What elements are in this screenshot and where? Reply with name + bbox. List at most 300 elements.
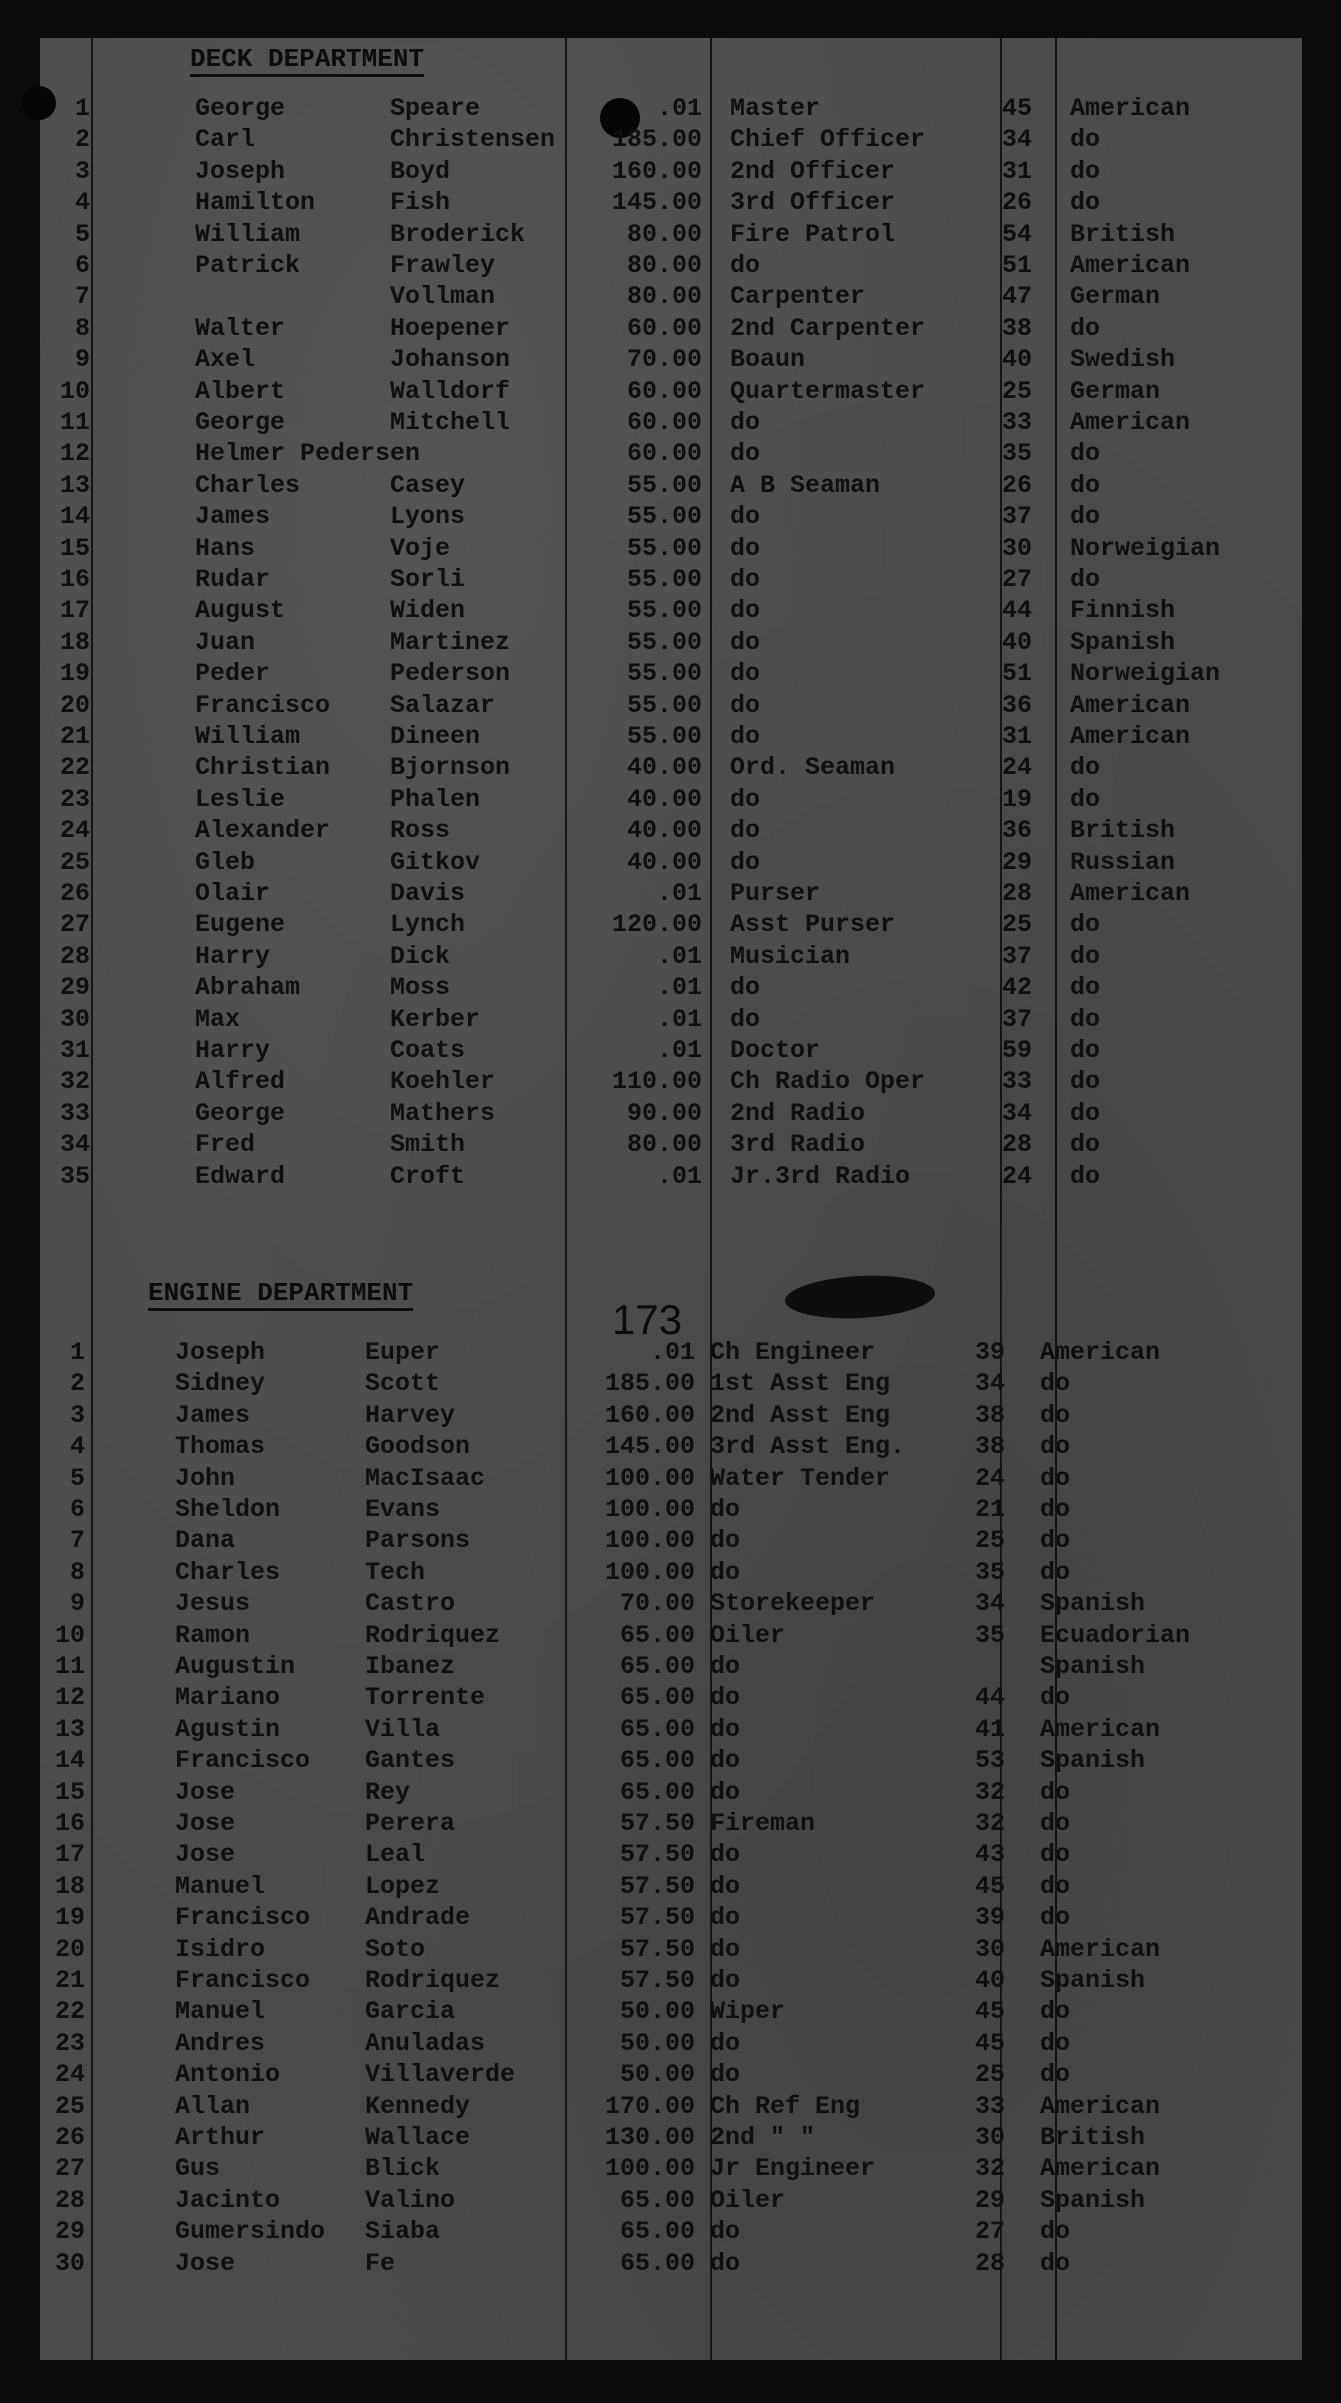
crew-last-name: Ibanez (365, 1652, 456, 1681)
crew-number: 9 (74, 345, 90, 375)
crew-nationality: Spanish (1070, 627, 1176, 657)
crew-wage: 65.00 (619, 1746, 695, 1776)
crew-wage: 60.00 (626, 439, 702, 469)
crew-nationality: Ecuadorian (1040, 1620, 1191, 1650)
crew-nationality: do (1040, 1495, 1071, 1524)
crew-number: 14 (59, 502, 90, 532)
crew-first-name: Isidro (175, 1934, 266, 1964)
crew-age: 37 (1002, 1004, 1033, 1034)
crew-nationality: British (1070, 816, 1176, 846)
crew-age: 42 (1002, 973, 1033, 1003)
crew-wage: 65.00 (619, 1620, 695, 1650)
crew-nationality: do (1070, 470, 1101, 500)
crew-wage: .01 (656, 941, 702, 971)
crew-last-name: Kerber (390, 1004, 481, 1034)
crew-number: 22 (59, 753, 90, 783)
crew-position: do (710, 2028, 741, 2058)
crew-first-name: Joseph (195, 156, 286, 186)
crew-last-name: Rodriquez (365, 1966, 501, 1995)
crew-nationality: Swedish (1070, 345, 1176, 375)
crew-position: do (730, 690, 761, 720)
crew-first-name: Christian (195, 753, 331, 783)
crew-wage: .01 (656, 879, 702, 908)
crew-position: do (730, 502, 761, 532)
crew-age: 19 (1002, 784, 1033, 814)
crew-number: 3 (74, 156, 90, 186)
crew-wage: 57.50 (619, 1840, 695, 1870)
crew-position: Ch Radio Oper (730, 1067, 926, 1097)
crew-age: 39 (975, 1903, 1006, 1933)
crew-row (40, 471, 1302, 501)
crew-first-name: Sidney (175, 1369, 266, 1399)
crew-nationality: Spanish (1040, 1652, 1146, 1681)
crew-row (40, 2060, 1302, 2090)
crew-nationality: do (1070, 941, 1101, 971)
crew-last-name: Pederson (390, 659, 511, 689)
crew-nationality: do (1040, 2248, 1071, 2278)
crew-nationality: do (1070, 1098, 1101, 1128)
crew-first-name: Augustin (175, 1652, 296, 1681)
crew-number: 5 (74, 219, 90, 249)
crew-position: Master (730, 94, 821, 123)
crew-age: 44 (1002, 596, 1033, 626)
crew-nationality: Norweigian (1070, 659, 1221, 689)
crew-age: 34 (975, 1369, 1006, 1399)
crew-age: 30 (1002, 533, 1033, 563)
crew-row (40, 1840, 1302, 1870)
crew-age: 29 (1002, 847, 1033, 877)
crew-wage: 57.50 (619, 1809, 695, 1838)
crew-last-name: Widen (390, 596, 466, 626)
crew-number: 9 (69, 1589, 85, 1619)
crew-number: 33 (59, 1098, 90, 1128)
crew-last-name: Walldorf (390, 376, 511, 406)
crew-first-name: Jose (175, 2248, 236, 2278)
crew-first-name: Hans (195, 533, 256, 563)
crew-position: Carpenter (730, 282, 866, 312)
crew-nationality: American (1070, 722, 1191, 751)
crew-row (40, 2154, 1302, 2184)
crew-first-name: Helmer Pedersen (195, 439, 421, 469)
crew-nationality: do (1070, 1036, 1101, 1065)
crew-number: 14 (54, 1746, 85, 1776)
crew-wage: 65.00 (619, 2248, 695, 2278)
crew-number: 34 (59, 1130, 90, 1160)
crew-position: Musician (730, 941, 851, 971)
crew-number: 28 (59, 941, 90, 971)
crew-last-name: Fe (365, 2248, 396, 2278)
crew-first-name: George (195, 94, 286, 123)
crew-age: 45 (975, 1997, 1006, 2027)
crew-age: 35 (975, 1557, 1006, 1587)
crew-first-name: Gleb (195, 847, 256, 877)
crew-nationality: Spanish (1040, 1589, 1146, 1619)
crew-row (40, 439, 1302, 469)
crew-position: do (730, 596, 761, 626)
crew-first-name: Alexander (195, 816, 331, 846)
crew-number: 6 (74, 251, 90, 280)
crew-first-name: Gus (175, 2154, 221, 2184)
crew-number: 6 (69, 1495, 85, 1524)
crew-wage: .01 (656, 1004, 702, 1034)
crew-number: 2 (74, 125, 90, 155)
crew-number: 16 (54, 1809, 85, 1838)
crew-age: 53 (975, 1746, 1006, 1776)
crew-last-name: Fish (390, 188, 451, 218)
crew-position: do (710, 2248, 741, 2278)
crew-number: 26 (59, 879, 90, 908)
crew-number: 23 (59, 784, 90, 814)
crew-wage: 100.00 (604, 1526, 695, 1556)
crew-age: 28 (975, 2248, 1006, 2278)
crew-position: do (730, 973, 761, 1003)
crew-last-name: Soto (365, 1934, 426, 1964)
crew-first-name: Juan (195, 627, 256, 657)
crew-row (40, 879, 1302, 909)
crew-first-name: Francisco (195, 690, 331, 720)
crew-last-name: Sorli (390, 565, 466, 594)
crew-number: 12 (54, 1683, 85, 1713)
crew-row (40, 1526, 1302, 1556)
crew-age: 47 (1002, 282, 1033, 312)
crew-first-name: Manuel (175, 1871, 266, 1901)
crew-wage: 65.00 (619, 1683, 695, 1713)
crew-row (40, 910, 1302, 940)
crew-position: do (730, 408, 761, 437)
crew-wage: 65.00 (619, 1777, 695, 1807)
crew-nationality: American (1070, 879, 1191, 908)
crew-age: 24 (1002, 753, 1033, 783)
crew-row (40, 1715, 1302, 1745)
crew-nationality: American (1040, 1338, 1161, 1367)
crew-nationality: do (1070, 753, 1101, 783)
crew-row (40, 188, 1302, 218)
crew-last-name: Euper (365, 1338, 441, 1367)
crew-first-name: Leslie (195, 784, 286, 814)
crew-nationality: American (1040, 2154, 1161, 2184)
crew-position: 3rd Radio (730, 1130, 866, 1160)
crew-last-name: Croft (390, 1161, 466, 1191)
crew-nationality: do (1040, 1777, 1071, 1807)
crew-wage: 55.00 (626, 470, 702, 500)
crew-first-name: Hamilton (195, 188, 316, 218)
crew-row (40, 1005, 1302, 1035)
crew-position: do (730, 1004, 761, 1034)
crew-first-name: Mariano (175, 1683, 281, 1713)
crew-age: 25 (1002, 376, 1033, 406)
ink-blot (784, 1272, 936, 1322)
crew-age: 34 (975, 1589, 1006, 1619)
crew-nationality: American (1070, 251, 1191, 280)
crew-row (40, 1338, 1302, 1368)
crew-nationality: Spanish (1040, 2185, 1146, 2215)
crew-first-name: William (195, 722, 301, 751)
crew-first-name: George (195, 1098, 286, 1128)
crew-nationality: Norweigian (1070, 533, 1221, 563)
crew-row (40, 1621, 1302, 1651)
crew-wage: 57.50 (619, 1934, 695, 1964)
crew-position: Quartermaster (730, 376, 926, 406)
crew-wage: 185.00 (611, 125, 702, 155)
crew-row (40, 2092, 1302, 2122)
crew-nationality: do (1040, 1432, 1071, 1462)
crew-number: 21 (54, 1966, 85, 1995)
crew-first-name: Patrick (195, 251, 301, 280)
crew-nationality: do (1070, 565, 1101, 594)
crew-number: 27 (59, 910, 90, 940)
crew-number: 29 (59, 973, 90, 1003)
crew-position: Wiper (710, 1997, 786, 2027)
crew-age: 38 (975, 1432, 1006, 1462)
crew-row (40, 220, 1302, 250)
crew-number: 10 (54, 1620, 85, 1650)
crew-age: 29 (975, 2185, 1006, 2215)
crew-position: do (730, 847, 761, 877)
engine-department-header: ENGINE DEPARTMENT (148, 1278, 413, 1311)
crew-last-name: Moss (390, 973, 451, 1003)
crew-nationality: American (1070, 690, 1191, 720)
crew-nationality: do (1040, 1871, 1071, 1901)
crew-row (40, 314, 1302, 344)
crew-position: Chief Officer (730, 125, 926, 155)
crew-position: Jr Engineer (710, 2154, 876, 2184)
crew-row (40, 377, 1302, 407)
crew-position: do (730, 816, 761, 846)
crew-first-name: Jose (175, 1809, 236, 1838)
crew-nationality: American (1070, 94, 1191, 123)
crew-age: 33 (1002, 1067, 1033, 1097)
crew-first-name: Eugene (195, 910, 286, 940)
crew-last-name: Siaba (365, 2217, 441, 2247)
crew-wage: 145.00 (604, 1432, 695, 1462)
crew-last-name: Villa (365, 1714, 441, 1744)
crew-last-name: Christensen (390, 125, 556, 155)
crew-age: 32 (975, 2154, 1006, 2184)
crew-position: do (710, 1840, 741, 1870)
crew-nationality: American (1040, 1934, 1161, 1964)
crew-first-name: Fred (195, 1130, 256, 1160)
crew-wage: 100.00 (604, 1495, 695, 1524)
crew-row (40, 251, 1302, 281)
crew-row (40, 345, 1302, 375)
manifest-sheet (40, 38, 1302, 2360)
crew-last-name: Goodson (365, 1432, 471, 1462)
crew-nationality: do (1040, 2217, 1071, 2247)
crew-last-name: Valino (365, 2185, 456, 2215)
crew-wage: 40.00 (626, 816, 702, 846)
crew-nationality: do (1040, 1997, 1071, 2027)
crew-row (40, 596, 1302, 626)
crew-last-name: Dineen (390, 722, 481, 751)
crew-wage: 60.00 (626, 376, 702, 406)
crew-age: 45 (975, 2028, 1006, 2058)
crew-first-name: Ramon (175, 1620, 251, 1650)
crew-first-name: Francisco (175, 1903, 311, 1933)
crew-last-name: Villaverde (365, 2060, 516, 2090)
crew-age: 51 (1002, 251, 1033, 280)
crew-nationality: do (1070, 156, 1101, 186)
crew-nationality: do (1070, 1004, 1101, 1034)
crew-first-name: Jacinto (175, 2185, 281, 2215)
crew-wage: 40.00 (626, 784, 702, 814)
crew-position: do (710, 1746, 741, 1776)
crew-first-name: Agustin (175, 1714, 281, 1744)
crew-wage: 50.00 (619, 1997, 695, 2027)
crew-age: 36 (1002, 816, 1033, 846)
crew-row (40, 1432, 1302, 1462)
crew-wage: 80.00 (626, 1130, 702, 1160)
crew-number: 8 (69, 1557, 85, 1587)
crew-first-name: Dana (175, 1526, 236, 1556)
crew-age: 36 (1002, 690, 1033, 720)
crew-wage: 55.00 (626, 627, 702, 657)
crew-number: 1 (69, 1338, 85, 1367)
crew-nationality: Spanish (1040, 1746, 1146, 1776)
crew-last-name: Vollman (390, 282, 496, 312)
crew-position: Oiler (710, 2185, 786, 2215)
crew-number: 8 (74, 313, 90, 343)
crew-number: 27 (54, 2154, 85, 2184)
crew-last-name: Bjornson (390, 753, 511, 783)
crew-position: do (710, 1526, 741, 1556)
crew-last-name: Evans (365, 1495, 441, 1524)
crew-wage: .01 (656, 1036, 702, 1065)
crew-number: 25 (59, 847, 90, 877)
crew-number: 30 (54, 2248, 85, 2278)
crew-age: 40 (1002, 345, 1033, 375)
crew-row (40, 1369, 1302, 1399)
crew-row (40, 1589, 1302, 1619)
crew-wage: 80.00 (626, 219, 702, 249)
crew-position: do (730, 784, 761, 814)
crew-nationality: do (1040, 1463, 1071, 1493)
crew-row (40, 1036, 1302, 1066)
crew-nationality: American (1070, 408, 1191, 437)
crew-first-name: John (175, 1463, 236, 1493)
crew-nationality: Russian (1070, 847, 1176, 877)
crew-first-name: Edward (195, 1161, 286, 1191)
crew-row (40, 1464, 1302, 1494)
crew-number: 26 (54, 2123, 85, 2152)
crew-number: 17 (59, 596, 90, 626)
crew-wage: 100.00 (604, 1557, 695, 1587)
crew-number: 16 (59, 565, 90, 594)
crew-wage: 55.00 (626, 659, 702, 689)
crew-nationality: do (1040, 2060, 1071, 2090)
crew-row (40, 1099, 1302, 1129)
page-number: 173 (612, 1296, 683, 1343)
crew-age: 43 (975, 1840, 1006, 1870)
crew-last-name: Garcia (365, 1997, 456, 2027)
crew-first-name: Rudar (195, 565, 271, 594)
crew-last-name: Gantes (365, 1746, 456, 1776)
crew-age: 33 (1002, 408, 1033, 437)
crew-age: 24 (975, 1463, 1006, 1493)
crew-last-name: Phalen (390, 784, 481, 814)
crew-number: 25 (54, 2091, 85, 2121)
crew-wage: 70.00 (626, 345, 702, 375)
crew-age: 27 (1002, 565, 1033, 594)
crew-wage: 57.50 (619, 1966, 695, 1995)
crew-nationality: German (1070, 282, 1161, 312)
crew-first-name: Harry (195, 1036, 271, 1065)
crew-last-name: Castro (365, 1589, 456, 1619)
crew-position: Fire Patrol (730, 219, 896, 249)
crew-age: 32 (975, 1809, 1006, 1838)
crew-position: Ch Engineer (710, 1338, 876, 1367)
crew-last-name: Speare (390, 94, 481, 123)
crew-position: Ch Ref Eng (710, 2091, 861, 2121)
crew-last-name: Johanson (390, 345, 511, 375)
crew-last-name: MacIsaac (365, 1463, 486, 1493)
crew-last-name: Rey (365, 1777, 411, 1807)
crew-number: 7 (74, 282, 90, 312)
crew-number: 2 (69, 1369, 85, 1399)
crew-nationality: do (1070, 973, 1101, 1003)
crew-nationality: American (1040, 1714, 1161, 1744)
crew-position: Oiler (710, 1620, 786, 1650)
crew-wage: 55.00 (626, 502, 702, 532)
crew-wage: 170.00 (604, 2091, 695, 2121)
crew-wage: 65.00 (619, 2185, 695, 2215)
crew-position: do (730, 565, 761, 594)
crew-first-name: Alfred (195, 1067, 286, 1097)
crew-row (40, 125, 1302, 155)
crew-nationality: do (1040, 1683, 1071, 1713)
crew-first-name: William (195, 219, 301, 249)
crew-position: do (710, 1966, 741, 1995)
crew-last-name: Coats (390, 1036, 466, 1065)
crew-wage: 80.00 (626, 251, 702, 280)
crew-age: 40 (975, 1966, 1006, 1995)
crew-row (40, 2029, 1302, 2059)
crew-wage: 55.00 (626, 596, 702, 626)
crew-number: 35 (59, 1161, 90, 1191)
crew-row (40, 1778, 1302, 1808)
crew-number: 30 (59, 1004, 90, 1034)
crew-position: do (710, 1683, 741, 1713)
crew-first-name: Jose (175, 1840, 236, 1870)
crew-row (40, 848, 1302, 878)
crew-row (40, 94, 1302, 124)
crew-wage: 100.00 (604, 1463, 695, 1493)
crew-number: 11 (59, 408, 90, 437)
crew-position: 1st Asst Eng (710, 1369, 891, 1399)
crew-row (40, 565, 1302, 595)
crew-wage: 55.00 (626, 690, 702, 720)
crew-first-name: Gumersindo (175, 2217, 326, 2247)
crew-number: 29 (54, 2217, 85, 2247)
crew-wage: .01 (649, 1338, 695, 1367)
crew-position: do (730, 627, 761, 657)
crew-first-name: Manuel (175, 1997, 266, 2027)
crew-last-name: Frawley (390, 251, 496, 280)
crew-wage: 185.00 (604, 1369, 695, 1399)
crew-number: 13 (54, 1714, 85, 1744)
crew-first-name: Charles (175, 1557, 281, 1587)
crew-row (40, 942, 1302, 972)
crew-first-name: Andres (175, 2028, 266, 2058)
crew-first-name: Jose (175, 1777, 236, 1807)
crew-row (40, 1809, 1302, 1839)
crew-row (40, 1872, 1302, 1902)
crew-last-name: Casey (390, 470, 466, 500)
crew-row (40, 1683, 1302, 1713)
crew-age: 45 (1002, 94, 1033, 123)
crew-row (40, 785, 1302, 815)
crew-position: 2nd Carpenter (730, 313, 926, 343)
crew-wage: 100.00 (604, 2154, 695, 2184)
